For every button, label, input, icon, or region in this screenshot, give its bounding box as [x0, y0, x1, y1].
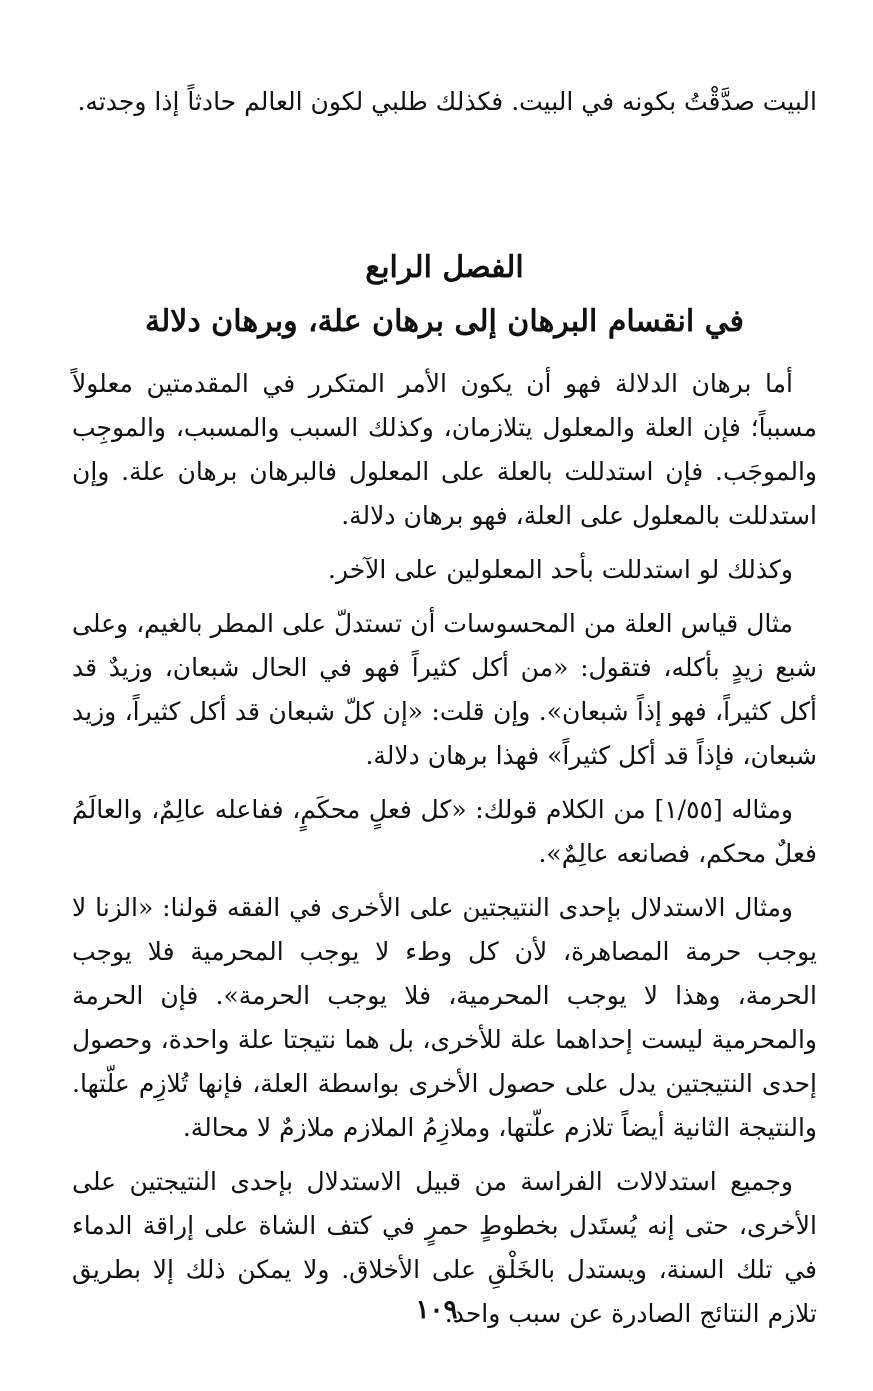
paragraph-sensory-example: مثال قياس العلة من المحسوسات أن تستدلّ على المطر بالغيم، وعلى شبع زيدٍ بأكله، فتقول: «من أكل كثيراً فهو في الحال شبعان، وزيدٌ قد أكل كثيراً، فهو إذاً شبعان». وإن قلت: «إن كلّ شبعان قد أكل كثيراً، وزيد شبعان، فإذاً قد أكل كثيراً» فهذا برهان دلالة.	[72, 609, 817, 770]
paragraph-two-effects: وكذلك لو استدللت بأحد المعلولين على الآخر.	[327, 555, 793, 584]
carryover-line: البيت صدَّقْتُ بكونه في البيت. فكذلك طلبي لكون العالم حادثاً إذا وجدته.	[77, 87, 817, 116]
paragraph-physiognomy: وجميع استدلالات الفراسة من قبيل الاستدلال بإحدى النتيجتين على الأخرى، حتى إنه يُستَدل بخطوطٍ حمرٍ في كتف الشاة على إراقة الدماء في تلك السنة، ويستدل بالخَلْقِ على الأخلاق. ولا يمكن ذلك إلا بطريق تلازم النتائج الصادرة عن سبب واحد.	[72, 1167, 817, 1328]
chapter-subtitle: في انقسام البرهان إلى برهان علة، وبرهان دلالة	[145, 304, 744, 339]
paragraph-kalam-example: ومثاله [١/٥٥] من الكلام قولك: «كل فعلٍ محكَمٍ، ففاعله عالِمٌ، والعالَمُ فعلٌ محكم، فصانعه عالِمٌ».	[72, 795, 817, 868]
page-number: ١٠٩	[415, 1295, 458, 1325]
chapter-title: الفصل الرابع	[365, 250, 524, 285]
paragraph-fiqh-example: ومثال الاستدلال بإحدى النتيجتين على الأخرى في الفقه قولنا: «الزنا لا يوجب حرمة المصاهرة، لأن كل وطء لا يوجب المحرمية فلا يوجب الحرمة، وهذا لا يوجب المحرمية، فلا يوجب الحرمة». فإن الحرمة والمحرمية ليست إحداهما علة للأخرى، بل هما نتيجتا علة واحدة، وحصول إحدى النتيجتين يدل على حصول الأخرى بواسطة العلة، فإنها تُلازِم علّتها. والنتيجة الثانية أيضاً تلازم علّتها، وملازِمُ الملازم ملازمٌ لا محالة.	[72, 893, 817, 1142]
paragraph-demonstration-of-indication: أما برهان الدلالة فهو أن يكون الأمر المتكرر في المقدمتين معلولاً مسبباً؛ فإن العلة والمعلول يتلازمان، وكذلك السبب والمسبب، والموجِب والموجَب. فإن استدللت بالعلة على المعلول فالبرهان برهان علة. وإن استدللت بالمعلول على العلة، فهو برهان دلالة.	[72, 369, 817, 530]
page-body	[72, 80, 817, 1336]
